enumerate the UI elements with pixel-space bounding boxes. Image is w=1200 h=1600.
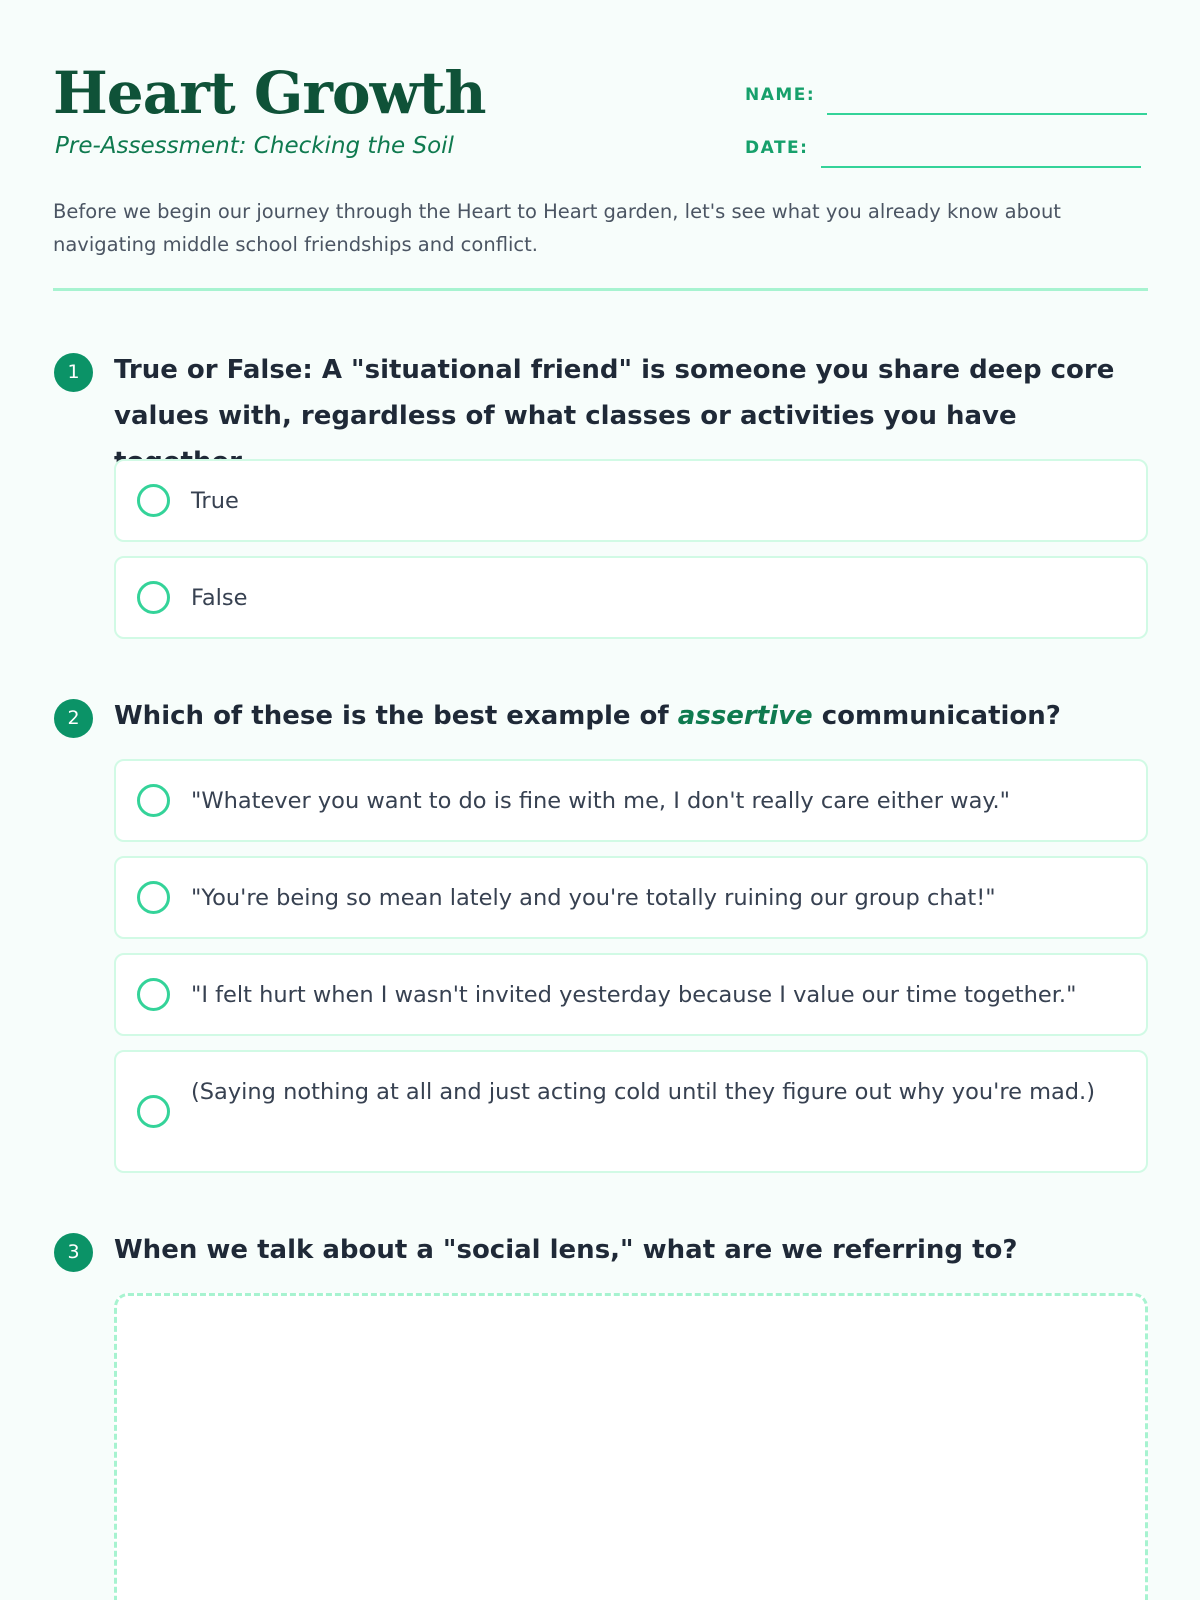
radio-button[interactable]: [137, 881, 170, 914]
question-text-end: communication?: [821, 701, 1061, 731]
question-text: When we talk about a "social lens," what are we referring to?: [114, 1235, 1018, 1265]
radio-button[interactable]: [137, 784, 170, 817]
radio-button[interactable]: [137, 1095, 170, 1128]
question-emphasis: assertive: [677, 701, 813, 731]
answer-option[interactable]: [114, 953, 1148, 1036]
radio-button[interactable]: [137, 484, 170, 517]
answer-option[interactable]: [114, 556, 1148, 639]
question-text: [114, 693, 1154, 739]
option-label: True: [191, 488, 239, 514]
option-label: False: [191, 585, 248, 611]
date-field[interactable]: [821, 166, 1141, 168]
worksheet-title: Heart Growth: [53, 59, 486, 127]
option-label: "You're being so mean lately and you're totally ruining our group chat!": [191, 885, 996, 911]
written-answer-box[interactable]: [114, 1293, 1148, 1600]
answer-option[interactable]: [114, 1050, 1148, 1173]
worksheet-subtitle: Pre-Assessment: Checking the Soil: [55, 133, 454, 159]
answer-option[interactable]: [114, 856, 1148, 939]
option-label: "Whatever you want to do is fine with me, I don't really care either way.": [191, 788, 1010, 814]
question-number-badge: 2: [54, 699, 93, 738]
radio-button[interactable]: [137, 978, 170, 1011]
date-label: DATE:: [745, 138, 809, 158]
intro-text: Before we begin our journey through the Heart to Heart garden, let's see what you already know about navigating middle school friendships and conflict.: [53, 200, 1061, 256]
question-text-start: Which of these is the best example of: [114, 701, 669, 731]
answer-option[interactable]: [114, 759, 1148, 842]
answer-option[interactable]: [114, 459, 1148, 542]
name-label: NAME:: [745, 85, 816, 105]
name-field[interactable]: [827, 113, 1147, 115]
radio-button[interactable]: [137, 581, 170, 614]
option-label: (Saying nothing at all and just acting cold until they figure out why you're mad.): [191, 1079, 1095, 1105]
question-number-badge: 3: [54, 1233, 93, 1272]
header-divider: [53, 288, 1148, 291]
question-text: True or False: A "situational friend" is someone you share deep core values with, regardless of what classes or activities you have: [114, 355, 1115, 431]
option-label: "I felt hurt when I wasn't invited yesterday because I value our time together.": [191, 982, 1077, 1008]
question-number-badge: 1: [54, 353, 93, 392]
